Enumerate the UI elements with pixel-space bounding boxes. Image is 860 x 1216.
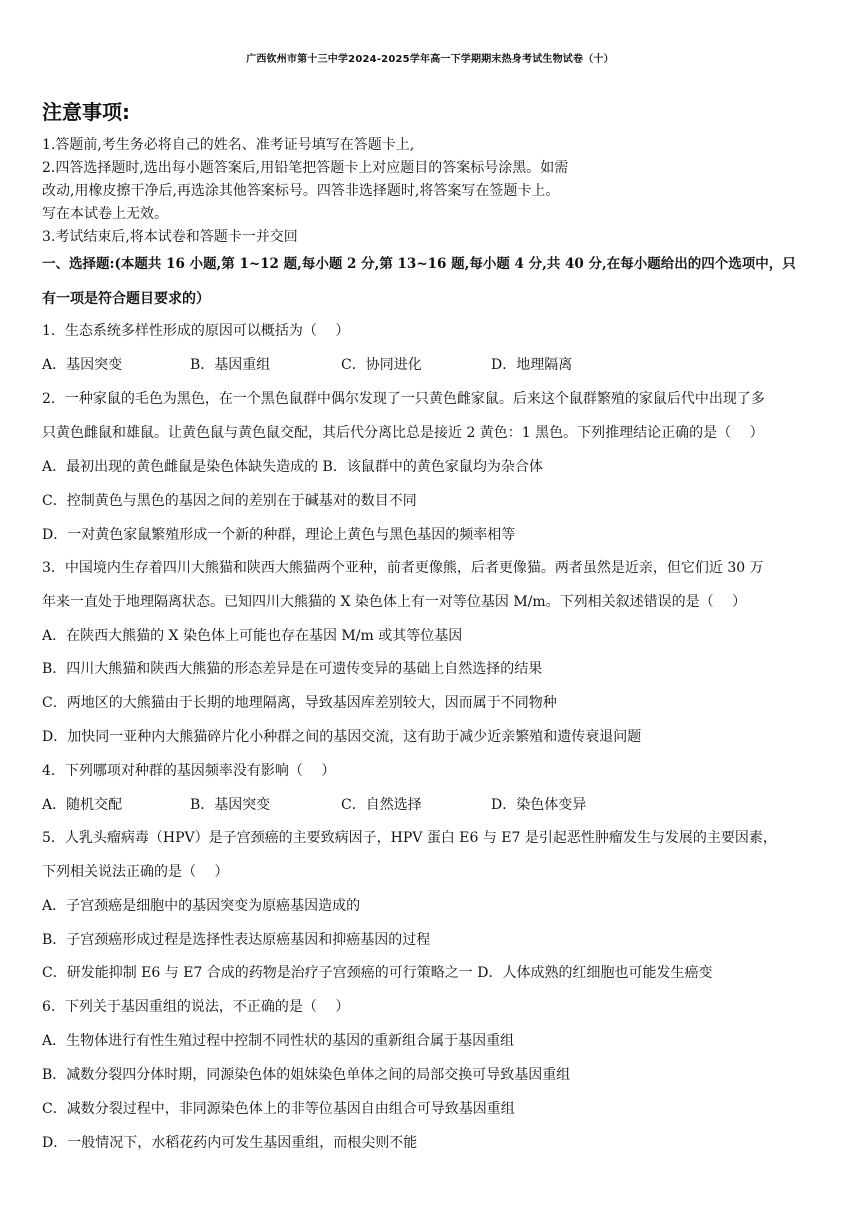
q1-option-d: D．地理隔离 [491,357,573,373]
q6-option-c: C．减数分裂过程中，非同源染色体上的非等位基因自由组合可导致基因重组 [42,1101,515,1117]
notice-line: 2.四答选择题时,选出每小题答案后,用铅笔把答题卡上对应题目的答案标号涂黑。如需 [42,160,569,176]
q3-option-b: B．四川大熊猫和陕西大熊猫的形态差异是在可遗传变异的基础上自然选择的结果 [42,661,543,677]
q3-option-d: D．加快同一亚种内大熊猫碎片化小种群之间的基因交流，这有助于减少近亲繁殖和遗传衰退问题 [42,729,642,745]
q2-option-d: D．一对黄色家鼠繁殖形成一个新的种群，理论上黄色与黑色基因的频率相等 [42,527,516,543]
q5-option-cd: C．研发能抑制 E6 与 E7 合成的药物是治疗子宫颈癌的可行策略之一 D．人体成熟的红细胞也可能发生癌变 [42,965,713,981]
q3-option-c: C．两地区的大熊猫由于长期的地理隔离，导致基因库差别较大，因而属于不同物种 [42,695,557,711]
exam-title: 广西钦州市第十三中学2024-2025学年高一下学期期末热身考试生物试卷（十） [246,54,614,65]
q3-option-a: A．在陕西大熊猫的 X 染色体上可能也存在基因 M/m 或其等位基因 [42,628,463,644]
q4-option-a: A．随机交配 [42,797,123,813]
q1-option-c: C．协同进化 [341,357,422,373]
q4-option-b: B．基因突变 [190,797,271,813]
q2-option-ab: A．最初出现的黄色雌鼠是染色体缺失造成的 B．该鼠群中的黄色家鼠均为杂合体 [42,459,543,475]
q6-option-a: A．生物体进行有性生殖过程中控制不同性状的基因的重新组合属于基因重组 [42,1033,515,1049]
q4-option-d: D．染色体变异 [491,797,587,813]
notice-line: 1.答题前,考生务必将自己的姓名、准考证号填写在答题卡上, [42,137,415,153]
question-2-stem-cont: 只黄色雌鼠和雄鼠。让黄色鼠与黄色鼠交配，其后代分离比总是接近 2 黄色：1 黑色。下列推理结论正确的是（ ） [42,425,764,441]
notice-line: 改动,用橡皮擦干净后,再选涂其他答案标号。四答非选择题时,将答案写在签题卡上。 [42,183,560,199]
question-3-stem-cont: 年来一直处于地理隔离状态。已知四川大熊猫的 X 染色体上有一对等位基因 M/m。下列相关叙述错误的是（ ） [42,594,747,610]
question-4-stem: 4．下列哪项对种群的基因频率没有影响（ ） [42,763,336,779]
question-3-stem: 3．中国境内生存着四川大熊猫和陕西大熊猫两个亚种，前者更像熊，后者更像猫。两者虽然是近亲，但它们近 30 万 [42,560,764,576]
q2-option-c: C．控制黄色与黑色的基因之间的差别在于碱基对的数目不同 [42,493,417,509]
q5-option-b: B．子宫颈癌形成过程是选择性表达原癌基因和抑癌基因的过程 [42,932,431,948]
q1-option-b: B．基因重组 [190,357,271,373]
section-heading: 一、选择题:(本题共 16 小题,第 1~12 题,每小题 2 分,第 13~16 题,每小题 4 分,共 40 分,在每小题给出的四个选项中，只 [42,256,796,272]
q1-option-a: A．基因突变 [42,357,123,373]
notice-line: 写在本试卷上无效。 [42,206,168,222]
question-2-stem: 2．一种家鼠的毛色为黑色，在一个黑色鼠群中偶尔发现了一只黄色雌家鼠。后来这个鼠群繁殖的家鼠后代中出现了多 [42,391,765,407]
q5-option-a: A．子宫颈癌是细胞中的基因突变为原癌基因造成的 [42,898,361,914]
question-1-stem: 1．生态系统多样性形成的原因可以概括为（ ） [42,323,350,339]
notice-line: 3.考试结束后,将本试卷和答题卡一并交回 [42,229,298,245]
question-5-stem: 5．人乳头瘤病毒（HPV）是子宫颈癌的主要致病因子，HPV 蛋白 E6 与 E7 是引起恶性肿瘤发生与发展的主要因素， [42,830,777,846]
q6-option-d: D．一般情况下，水稻花药内可发生基因重组，而根尖则不能 [42,1135,418,1151]
question-6-stem: 6．下列关于基因重组的说法，不正确的是（ ） [42,999,350,1015]
q6-option-b: B．减数分裂四分体时期，同源染色体的姐妹染色单体之间的局部交换可导致基因重组 [42,1067,571,1083]
q4-option-c: C．自然选择 [341,797,422,813]
notice-heading: 注意事项: [42,100,130,124]
question-5-stem-cont: 下列相关说法正确的是（ ） [42,864,229,880]
section-heading-cont: 有一项是符合题目要求的） [42,291,210,307]
